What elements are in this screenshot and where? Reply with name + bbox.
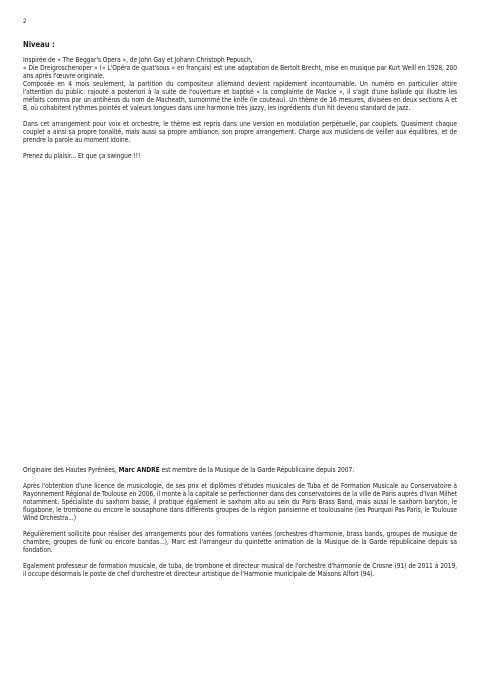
closing-line: Prenez du plaisir... Et que ça swingue !!!: [23, 152, 141, 160]
niveau-heading: Niveau :: [23, 40, 55, 49]
bio-education-paragraph: Après l'obtention d'une licence de musicologie, de ses prix et diplômes d'études musicales de Tuba et de Formation Musicale au Conservatoire à Rayonnement Régional de Toulouse en 2006, il monte à la capitale se perfectionner dans des conservatoires de la ville de Paris auprès d'Ivan Milhet notamment. Spécialiste du saxhorn basse, il pratique également le saxhorn alto au sein du Paris Brass Band, mais aussi le saxhorn baryton, le flugabone, le trombone ou encore le sousaphone dans différents groupes de la région parisienne et toulousaine (les Pourquoi Pas Paris, le Toulouse Wind Orchestra...): [23, 482, 457, 522]
bio-teaching-paragraph: Egalement professeur de formation musicale, de tuba, de trombone et directeur musical de l'orchestre d'harmonie de Crosne (91) de 2011 à 2019, il occupe désormais le poste de chef d'orchestre et directeur artistique de l'Harmonie municipale de Maisons Alfort (94).: [23, 562, 457, 578]
bio-intro-paragraph: [23, 466, 457, 474]
bio-intro-before: Originaire des Hautes Pyrénées,: [23, 466, 117, 474]
intro-paragraph: « Die Dreigroschenoper » (« L'Opéra de quat'sous » en français) est une adaptation de Bertolt Brecht, mise en musique par Kurt Weill en 1928, 200 ans après l'œuvre originale.: [23, 64, 457, 80]
composition-paragraph: Composée en 4 mois seulement, la partition du compositeur allemand devient rapidement incontournable. Un numéro en particulier attire l'attention du public: rajouté a posteriori à la suite de l'ouverture et baptisé « la complainte de Mackie », il s'agit d'une ballade qui illustre les méfaits commis par un antihéros du nom de Macheath, surnommé the knife (le couteau). Un thème de 16 mesures, divisées en deux sections A et B, où cohabitent rythmes pointés et valeurs longues dans une harmonie très jazzy, les ingrédients d'un hit devenu standard de jazz.: [23, 80, 457, 112]
page-number: 2: [23, 18, 27, 25]
intro-line: Inspirée de « The Beggar's Opera », de John Gay et Johann Christoph Pepusch,: [23, 56, 253, 64]
niveau-section: [23, 40, 457, 168]
bio-arrangements-paragraph: Régulièrement sollicité pour réaliser des arrangements pour des formations variées (orchestres d'harmonie, brass bands, groupes de musique de chambre, groupes de funk ou encore bandas...), Marc est l'arrangeur du quintette animation de la Musique de la Garde républicaine depuis sa fondation.: [23, 530, 457, 554]
arrangement-paragraph: Dans cet arrangement pour voix et orchestre, le thème est repris dans une version en modulation perpétuelle, par couplets. Quasiment chaque couplet a ainsi sa propre tonalité, mais aussi sa propre ambiance, son propre arrangement. Charge aux musiciens de veiller aux équilibres, et de prendre la parole au moment idoine.: [23, 120, 457, 144]
bio-intro-after: est membre de la Musique de la Garde Républicaine depuis 2007.: [161, 466, 355, 474]
biography-section: [23, 466, 457, 586]
composer-name: Marc ANDRE: [118, 466, 160, 474]
